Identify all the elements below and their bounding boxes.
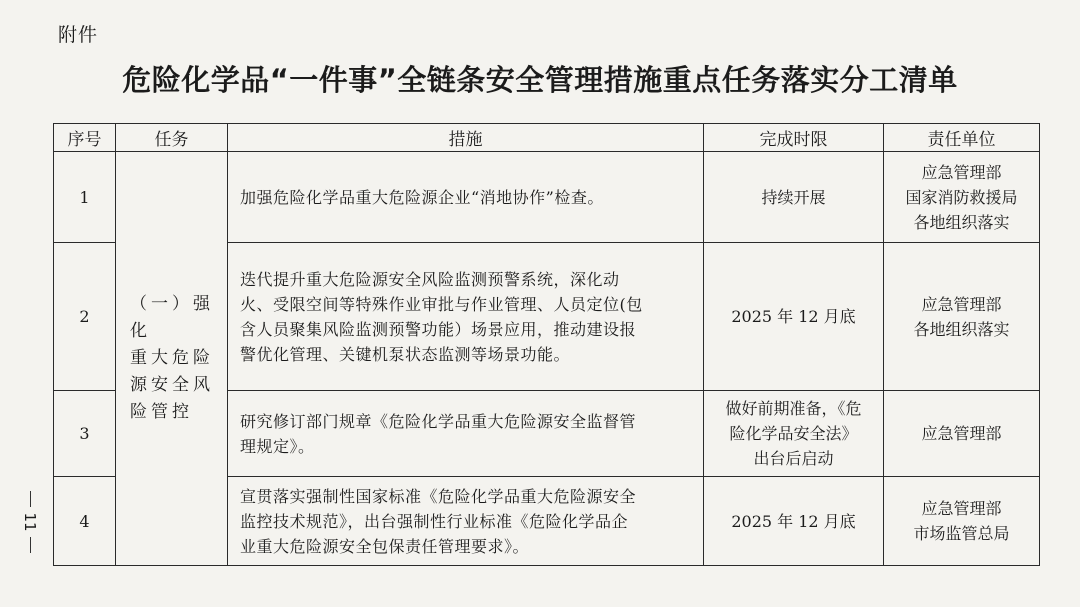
deadline-line: 做好前期准备，《危 [725, 399, 862, 418]
header-seq: 序号 [54, 124, 116, 152]
unit-line: 各地组织落实 [913, 212, 1010, 232]
measure-line: 研究修订部门规章《危险化学品重大危险源安全监督管 [240, 411, 637, 431]
row-deadline [704, 243, 884, 391]
header-task: 任务 [116, 124, 228, 152]
unit-line: 市场监管总局 [913, 524, 1010, 543]
measure-line: 宣贯落实强制性国家标准《危险化学品重大危险源安全 [240, 486, 637, 506]
header-measure: 措施 [228, 124, 704, 152]
unit-line: 应急管理部 [921, 162, 1002, 182]
deadline-line: 2025 年 12 月底 [731, 307, 856, 326]
row-measure [228, 152, 704, 243]
measure-line: 理规定》。 [240, 436, 315, 456]
header-deadline: 完成时限 [704, 124, 884, 152]
row-measure [228, 391, 704, 477]
page-number: 11 [21, 512, 39, 532]
row-seq: 4 [54, 477, 116, 566]
row-unit [884, 477, 1040, 566]
page-number-marker [18, 488, 42, 556]
row-unit [884, 152, 1040, 243]
measure-line: 监控技术规范》，出台强制性行业标准《危险化学品企 [240, 511, 629, 531]
deadline-line: 出台后启动 [753, 449, 834, 468]
row-deadline [704, 477, 884, 566]
unit-line: 国家消防救援局 [905, 187, 1018, 207]
row-unit [884, 243, 1040, 391]
task-line: 险管控 [130, 402, 193, 422]
unit-line: 应急管理部 [921, 499, 1002, 518]
task-line: （一）强化 [130, 294, 214, 341]
measure-line: 含人员聚集风险监测预警功能）场景应用，推动建设报 [240, 319, 637, 339]
deadline-line: 2025 年 12 月底 [731, 511, 856, 531]
task-line: 源安全风 [130, 375, 214, 395]
page-dash-bottom [30, 537, 31, 553]
unit-line: 应急管理部 [921, 294, 1002, 314]
task-group-cell [116, 152, 228, 566]
deadline-line: 持续开展 [761, 187, 826, 207]
table-row [54, 152, 1040, 243]
measure-line: 加强危险化学品重大危险源企业“消地协作”检查。 [240, 187, 604, 207]
table-header-row [54, 124, 1040, 152]
measure-line: 警优化管理、关键机泵状态监测等场景功能。 [240, 344, 571, 364]
row-seq: 1 [54, 152, 116, 243]
task-line: 重大危险 [130, 348, 214, 368]
header-unit: 责任单位 [884, 124, 1040, 152]
page-title: 危险化学品“一件事”全链条安全管理措施重点任务落实分工清单 [122, 63, 958, 97]
measure-line: 火、受限空间等特殊作业审批与作业管理、人员定位(包 [240, 294, 643, 314]
row-seq: 2 [54, 243, 116, 391]
row-measure [228, 477, 704, 566]
row-seq: 3 [54, 391, 116, 477]
unit-line: 应急管理部 [921, 424, 1002, 443]
measure-line: 业重大危险源安全包保责任管理要求》。 [240, 536, 530, 556]
page-dash-top [30, 491, 31, 507]
unit-line: 各地组织落实 [913, 319, 1010, 339]
deadline-line: 险化学品安全法》 [729, 424, 858, 443]
attachment-label: 附件 [58, 24, 99, 46]
row-unit [884, 391, 1040, 477]
measure-line: 迭代提升重大危险源安全风险监测预警系统，深化动 [240, 269, 620, 289]
task-table [53, 123, 1040, 566]
row-deadline [704, 391, 884, 477]
row-measure [228, 243, 704, 391]
row-deadline [704, 152, 884, 243]
